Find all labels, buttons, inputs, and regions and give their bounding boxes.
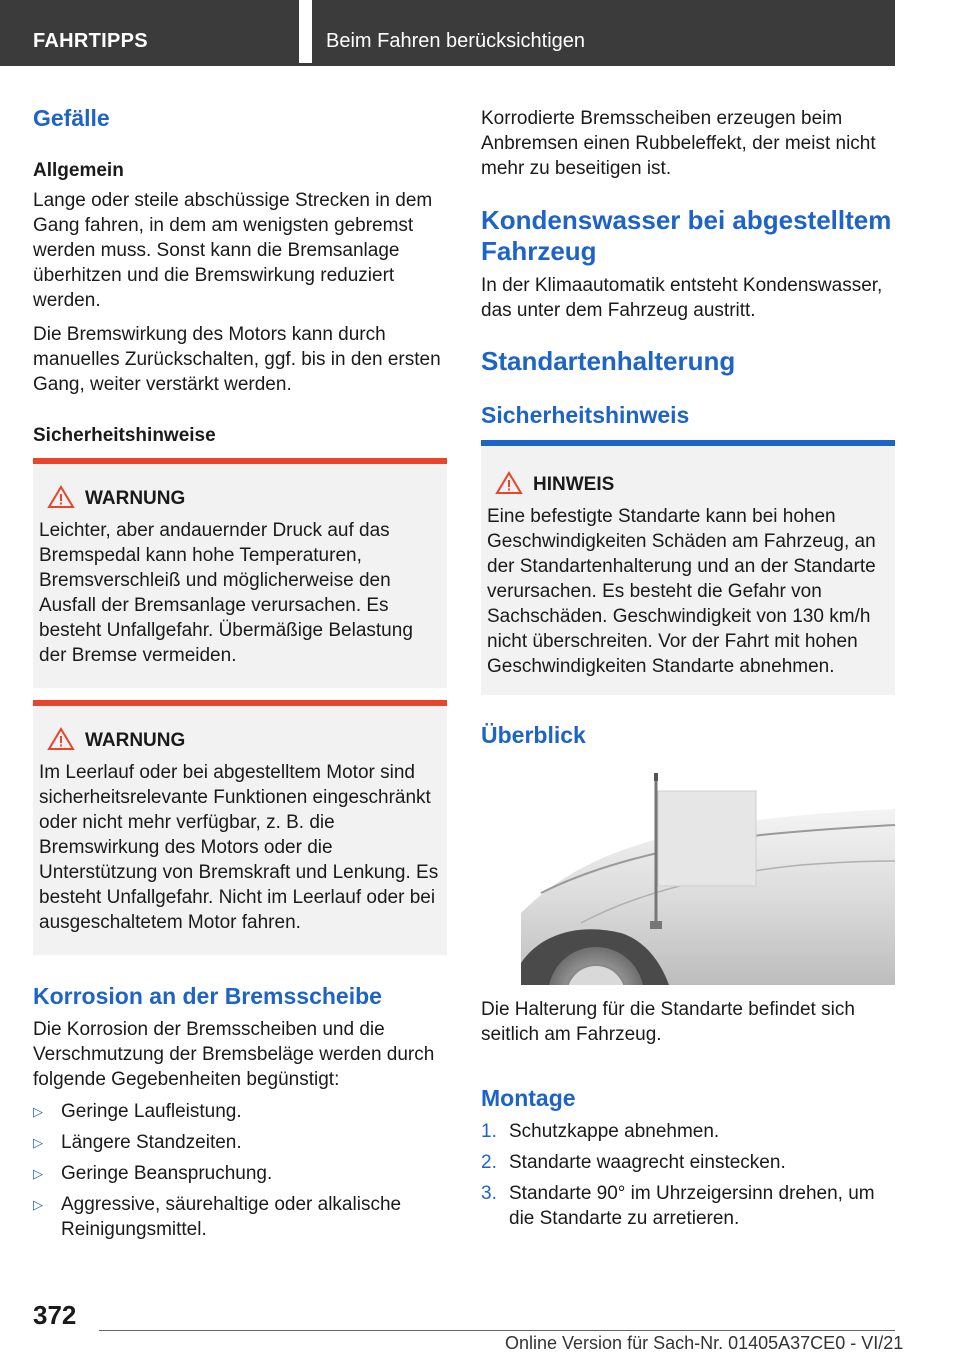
warning-box-2 [33, 700, 447, 955]
heading-korrosion: Korrosion an der Bremsscheibe [33, 983, 382, 1009]
list-item: 3. Standarte 90° im Uhrzeigersinn drehen, um die Standarte zu arretieren. [481, 1183, 875, 1229]
paragraph-allgemein-2: Die Bremswirkung des Motors kann durch manuelles Zurückschalten, ggf. bis in den ersten Gang, weiter verstärkt werden. [33, 324, 441, 395]
list-item: ▷ Geringe Beanspruchung. [33, 1163, 273, 1184]
warning-triangle-icon [47, 727, 75, 751]
note-box [481, 440, 895, 695]
heading-montage: Montage [481, 1085, 576, 1111]
warning-text-2: Im Leerlauf oder bei abgestelltem Motor sind sicherheitsrelevante Funktionen eingeschränkt oder nicht mehr verfügbar, z. B. die Bremswirkung des Motors oder die Unterstützung von Bremskraft und Lenkung. Es besteht Unfallgefahr. Nicht im Leerlauf oder bei ausgeschaltetem Motor fahren. [39, 762, 439, 933]
paragraph-allgemein-1: Lange oder steile abschüssige Strecken in dem Gang fahren, in dem am wenigsten gebremst werden muss. Sonst kann die Bremsanlage überhitzen und die Bremswirkung reduziert werden. [33, 190, 433, 311]
heading-gefaelle: Gefälle [33, 105, 110, 131]
warning-text-1: Leichter, aber andauernder Druck auf das Bremspedal kann hohe Temperaturen, Bremsverschleiß und möglicherweise den Ausfall der Bremsanlage verursachen. Es besteht Unfallgefahr. Übermäßige Belastung der Bremse vermeiden. [39, 520, 413, 666]
triangle-bullet-icon: ▷ [33, 1104, 43, 1119]
list-item: 1. Schutzkappe abnehmen. [481, 1121, 720, 1142]
footer-version: Online Version für Sach-Nr. 01405A37CE0 - VI/21 [505, 1333, 904, 1353]
warning-box-1 [33, 458, 447, 688]
list-item: ▷ Aggressive, säurehaltige oder alkalische Reinigungsmittel. [33, 1194, 402, 1240]
note-title-text: HINWEIS [533, 474, 615, 495]
header-gap [299, 0, 312, 63]
paragraph-korrosion-cont: Korrodierte Bremsscheiben erzeugen beim Anbremsen einen Rubbeleffekt, der meist nicht mehr zu beseitigen ist. [481, 108, 876, 179]
section-title: FAHRTIPPS [0, 0, 299, 66]
warning-title-text-2: WARNUNG [85, 730, 186, 751]
heading-allgemein: Allgemein [33, 160, 124, 181]
page-number: 372 [33, 1300, 77, 1330]
list-item: ▷ Längere Standzeiten. [33, 1132, 242, 1153]
korrosion-bullet-list [33, 1099, 447, 1248]
warning-triangle-icon [47, 485, 75, 509]
triangle-bullet-icon: ▷ [33, 1197, 43, 1212]
warning-title-text-1: WARNUNG [85, 488, 186, 509]
flag-holder-illustration [521, 773, 895, 985]
triangle-bullet-icon: ▷ [33, 1135, 43, 1150]
topic-title: Beim Fahren berücksichtigen [312, 0, 895, 66]
step-number: 3. [481, 1183, 497, 1204]
heading-sicherheitshinweis: Sicherheitshinweis [481, 402, 690, 428]
paragraph-kondenswasser: In der Klimaautomatik entsteht Kondenswasser, das unter dem Fahrzeug austritt. [481, 275, 883, 321]
page-header [0, 0, 960, 66]
heading-sicherheitshinweise: Sicherheitshinweise [33, 425, 216, 446]
car-flag-image [521, 773, 895, 985]
heading-ueberblick: Überblick [481, 722, 586, 748]
montage-steps [481, 1119, 895, 1237]
heading-standartenhalterung: Standartenhalterung [481, 346, 736, 376]
list-item: ▷ Geringe Laufleistung. [33, 1101, 242, 1122]
warning-title-2 [39, 728, 441, 753]
note-text: Eine befestigte Standarte kann bei hohen Geschwindigkeiten Schäden am Fahrzeug, an der Standartenhalterung und an der Standarte verursachen. Es besteht die Gefahr von Sachschäden. Geschwindigkeit von 130 km/h nicht überschreiten. Vor der Fahrt mit hohen Geschwindigkeiten Standarte abnehmen. [487, 506, 876, 677]
footer-rule [99, 1330, 895, 1331]
paragraph-ueberblick: Die Halterung für die Standarte befindet sich seitlich am Fahrzeug. [481, 999, 855, 1045]
heading-kondenswasser: Kondenswasser bei abgestelltem Fahrzeug [481, 205, 892, 266]
warning-title-1 [39, 486, 441, 511]
list-item: 2. Standarte waagrecht einstecken. [481, 1152, 786, 1173]
triangle-bullet-icon: ▷ [33, 1166, 43, 1181]
note-title [487, 472, 889, 497]
step-number: 1. [481, 1121, 497, 1142]
step-number: 2. [481, 1152, 497, 1173]
warning-triangle-icon [495, 471, 523, 495]
paragraph-korrosion: Die Korrosion der Bremsscheiben und die Verschmutzung der Bremsbeläge werden durch folgende Gegebenheiten begünstigt: [33, 1019, 435, 1090]
